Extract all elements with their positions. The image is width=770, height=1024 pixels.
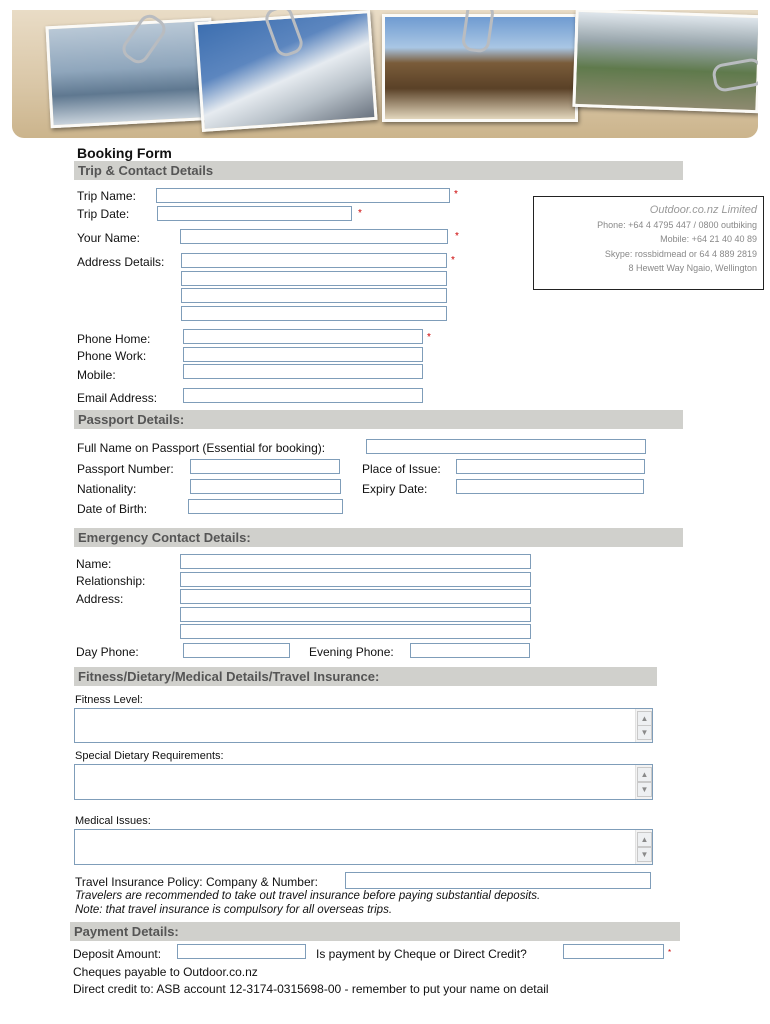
insurance-compulsory-note: Note: that travel insurance is compulsory for all overseas trips. bbox=[75, 904, 393, 916]
section-payment: Payment Details: bbox=[70, 922, 680, 941]
day-phone-input[interactable] bbox=[183, 643, 290, 658]
passport-number-input[interactable] bbox=[190, 459, 340, 474]
required-mark: * bbox=[451, 255, 455, 266]
scroll-down-icon[interactable]: ▼ bbox=[637, 725, 652, 740]
fitness-level-textarea[interactable] bbox=[74, 708, 653, 743]
emergency-name-label: Name: bbox=[76, 557, 112, 571]
required-mark: * bbox=[427, 332, 431, 343]
trip-name-input[interactable] bbox=[156, 188, 450, 203]
your-name-input[interactable] bbox=[180, 229, 448, 244]
address-line-2-input[interactable] bbox=[181, 271, 447, 286]
evening-phone-input[interactable] bbox=[410, 643, 530, 658]
passport-full-name-input[interactable] bbox=[366, 439, 646, 454]
company-address: 8 Hewett Way Ngaio, Wellington bbox=[628, 263, 757, 273]
header-banner bbox=[12, 10, 758, 138]
direct-credit-text: Direct credit to: ASB account 12-3174-0315698-00 - remember to put your name on detail bbox=[73, 982, 549, 996]
address-line-3-input[interactable] bbox=[181, 288, 447, 303]
address-details-label: Address Details: bbox=[77, 255, 165, 269]
emergency-address-line-1-input[interactable] bbox=[180, 589, 531, 604]
scroll-down-icon[interactable]: ▼ bbox=[637, 847, 652, 862]
date-of-birth-label: Date of Birth: bbox=[77, 502, 148, 516]
passport-full-name-label: Full Name on Passport (Essential for booking): bbox=[77, 441, 326, 455]
mobile-label: Mobile: bbox=[77, 368, 116, 382]
phone-work-input[interactable] bbox=[183, 347, 423, 362]
company-name: Outdoor.co.nz Limited bbox=[649, 204, 757, 216]
scroll-up-icon[interactable]: ▲ bbox=[637, 711, 652, 726]
phone-home-input[interactable] bbox=[183, 329, 423, 344]
section-emergency-contact: Emergency Contact Details: bbox=[74, 528, 683, 547]
nationality-input[interactable] bbox=[190, 479, 341, 494]
required-mark: * bbox=[668, 948, 672, 957]
scroll-up-icon[interactable]: ▲ bbox=[637, 832, 652, 847]
payment-method-input[interactable] bbox=[563, 944, 664, 959]
email-input[interactable] bbox=[183, 388, 423, 403]
emergency-address-line-2-input[interactable] bbox=[180, 607, 531, 622]
deposit-amount-label: Deposit Amount: bbox=[73, 947, 162, 961]
relationship-input[interactable] bbox=[180, 572, 531, 587]
expiry-date-label: Expiry Date: bbox=[362, 482, 428, 496]
passport-number-label: Passport Number: bbox=[77, 462, 174, 476]
evening-phone-label: Evening Phone: bbox=[309, 645, 394, 659]
fitness-level-text[interactable] bbox=[75, 709, 636, 742]
emergency-address-label: Address: bbox=[76, 592, 124, 606]
trip-date-label: Trip Date: bbox=[77, 207, 130, 221]
required-mark: * bbox=[455, 231, 459, 242]
expiry-date-input[interactable] bbox=[456, 479, 644, 494]
medical-issues-text[interactable] bbox=[75, 830, 636, 864]
your-name-label: Your Name: bbox=[77, 231, 140, 245]
relationship-label: Relationship: bbox=[76, 574, 146, 588]
scrollbar[interactable] bbox=[635, 765, 652, 799]
company-mobile: Mobile: +64 21 40 40 89 bbox=[660, 234, 757, 244]
address-line-4-input[interactable] bbox=[181, 306, 447, 321]
company-phone: Phone: +64 4 4795 447 / 0800 outbiking bbox=[597, 220, 757, 230]
dietary-text[interactable] bbox=[75, 765, 636, 799]
scrollbar[interactable] bbox=[635, 709, 652, 742]
dietary-textarea[interactable] bbox=[74, 764, 653, 800]
section-passport: Passport Details: bbox=[74, 410, 683, 429]
section-fitness-dietary-medical: Fitness/Dietary/Medical Details/Travel Insurance: bbox=[74, 667, 657, 686]
scrollbar[interactable] bbox=[635, 830, 652, 864]
travel-insurance-label: Travel Insurance Policy: Company & Number: bbox=[75, 875, 318, 889]
nationality-label: Nationality: bbox=[77, 482, 137, 496]
company-skype: Skype: rossbidmead or 64 4 889 2819 bbox=[604, 249, 757, 259]
scroll-down-icon[interactable]: ▼ bbox=[637, 782, 652, 797]
day-phone-label: Day Phone: bbox=[76, 645, 139, 659]
dietary-label: Special Dietary Requirements: bbox=[75, 750, 224, 762]
place-of-issue-label: Place of Issue: bbox=[362, 462, 441, 476]
cheques-payable-text: Cheques payable to Outdoor.co.nz bbox=[73, 965, 258, 979]
medical-issues-label: Medical Issues: bbox=[75, 815, 151, 827]
date-of-birth-input[interactable] bbox=[188, 499, 343, 514]
required-mark: * bbox=[358, 208, 362, 219]
place-of-issue-input[interactable] bbox=[456, 459, 645, 474]
emergency-address-line-3-input[interactable] bbox=[180, 624, 531, 639]
fitness-level-label: Fitness Level: bbox=[75, 694, 143, 706]
scroll-up-icon[interactable]: ▲ bbox=[637, 767, 652, 782]
phone-work-label: Phone Work: bbox=[77, 349, 147, 363]
medical-issues-textarea[interactable] bbox=[74, 829, 653, 865]
email-label: Email Address: bbox=[77, 391, 158, 405]
address-line-1-input[interactable] bbox=[181, 253, 447, 268]
travel-insurance-input[interactable] bbox=[345, 872, 651, 889]
payment-method-label: Is payment by Cheque or Direct Credit? bbox=[316, 947, 527, 961]
required-mark: * bbox=[454, 189, 458, 200]
section-trip-contact: Trip & Contact Details bbox=[74, 161, 683, 180]
insurance-recommendation-note: Travelers are recommended to take out travel insurance before paying substantial deposits. bbox=[75, 890, 541, 902]
deposit-amount-input[interactable] bbox=[177, 944, 306, 959]
company-contact-box bbox=[533, 196, 764, 290]
trip-name-label: Trip Name: bbox=[77, 189, 136, 203]
trip-date-input[interactable] bbox=[157, 206, 352, 221]
form-title: Booking Form bbox=[77, 145, 172, 161]
emergency-name-input[interactable] bbox=[180, 554, 531, 569]
phone-home-label: Phone Home: bbox=[77, 332, 151, 346]
mobile-input[interactable] bbox=[183, 364, 423, 379]
